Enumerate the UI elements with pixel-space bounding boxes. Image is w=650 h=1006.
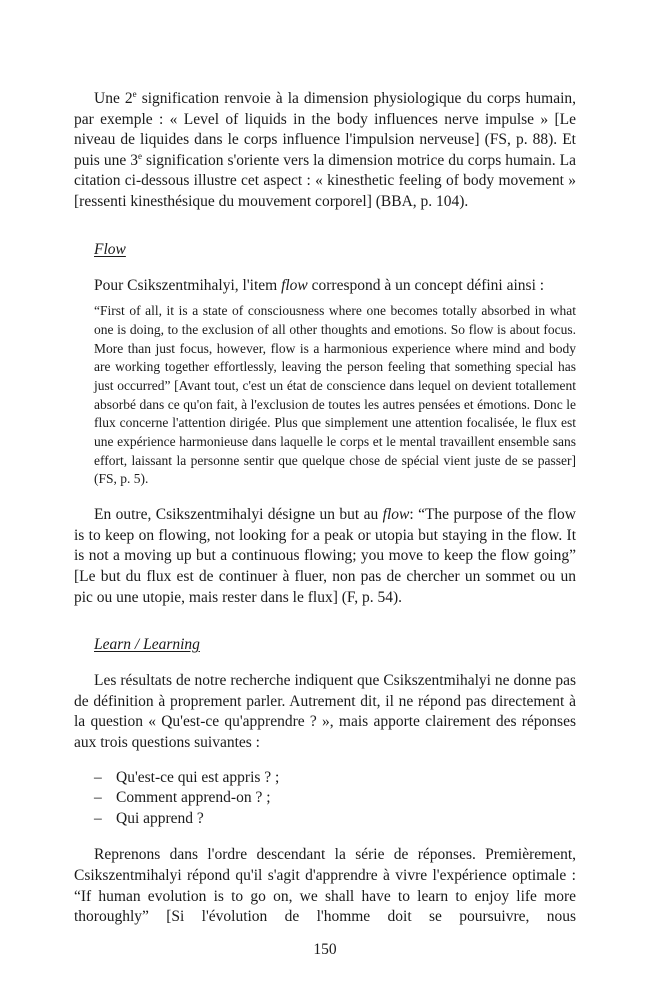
section-heading-learning: Learn / Learning [94, 636, 200, 654]
dash-bullet: – [94, 768, 102, 786]
text-run: Une 2 [94, 90, 133, 107]
text-run: signification renvoie à la dimension physiologique du corps humain, par exemple : « Level of liquids in the body influences nerve impulse » [Le niveau de liquides dans le corps influence l'impulsion nerveuse] (FS, p. 88). Et puis une 3 [74, 90, 576, 169]
section-heading-flow: Flow [94, 240, 126, 258]
italic-term: flow [382, 506, 410, 524]
flow-intro [74, 276, 576, 297]
text-run: Pour Csikszentmihalyi, l'item [94, 276, 282, 294]
text-run: En outre, Csikszentmihalyi désigne un but au [94, 506, 383, 524]
dash-bullet: – [94, 809, 102, 827]
superscript: e [137, 150, 142, 161]
list-item-text: Qu'est-ce qui est appris ? ; [116, 768, 280, 786]
page-number: 150 [313, 941, 337, 958]
list-item-text: Comment apprend-on ? ; [116, 789, 271, 807]
question-list [74, 768, 576, 830]
superscript: e [132, 89, 137, 99]
paragraph-flow-purpose [74, 505, 576, 608]
page-body [74, 89, 576, 928]
paragraph-learning-definition: Les résultats de notre recherche indiquent que Csikszentmihalyi ne donne pas de définition à proprement parler. Autrement dit, il ne répond pas directement à la question « Qu'est-ce qu'apprendre ? », mais apporte clairement des réponses aux trois questions suivantes : [74, 672, 576, 751]
text-run: correspond à un concept défini ainsi : [307, 276, 545, 294]
paragraph-body-dimensions [74, 89, 576, 213]
paragraph-learning-answers: Reprenons dans l'ordre descendant la série de réponses. Premièrement, Csikszentmihalyi répond qu'il s'agit d'apprendre à vivre l'expérience optimale : “If human evolution is to go on, we shall have to learn to enjoy life more thoroughly” [Si l'évolution de l'homme doit se poursuivre, nous [74, 846, 576, 926]
block-quote-flow: “First of all, it is a state of consciousness where one becomes totally absorbed in what one is doing, to the exclusion of all other thoughts and emotions. So flow is about focus. More than just focus, however, flow is a harmonious experience where mind and body are working together effortlessly, leaving the person feeling that something special has just occurred” [Avant tout, c'est un état de conscience dans lequel on devient totallement absorbé dans ce qu'on fait, à l'exclusion de toutes les autres pensées et émotions. Donc le flux concerne l'attention dirigée. Plus que simplement une attention focalisée, le flux est une expérience harmonieuse dans laquelle le corps et le mental travaillent ensemble sans effort, laissant la personne sentir que quelque chose de spécial vient juste de se passer] (FS, p. 5). [94, 303, 576, 487]
dash-bullet: – [94, 789, 102, 807]
text-run: signification s'oriente vers la dimension motrice du corps humain. La citation ci-dessous illustre cet aspect : « kinesthetic feeling of body movement » [ressenti kinesthésique du mouvement corporel] (BBA, p. 104). [74, 151, 577, 210]
list-item [94, 788, 576, 809]
list-item [94, 768, 576, 789]
list-item [94, 809, 576, 830]
italic-term: flow [281, 276, 308, 294]
text-run: : “The purpose of the flow is to keep on flowing, not looking for a peak or utopia but staying in the flow. It is not a moving up but a continuous flowing; you move to keep the flow going” [Le but du flux est de continuer à fluer, non pas de chercher un sommet ou un pic ou une utopie, mais rester dans le flux] (F, p. 54). [74, 506, 576, 606]
list-item-text: Qui apprend ? [116, 809, 204, 827]
